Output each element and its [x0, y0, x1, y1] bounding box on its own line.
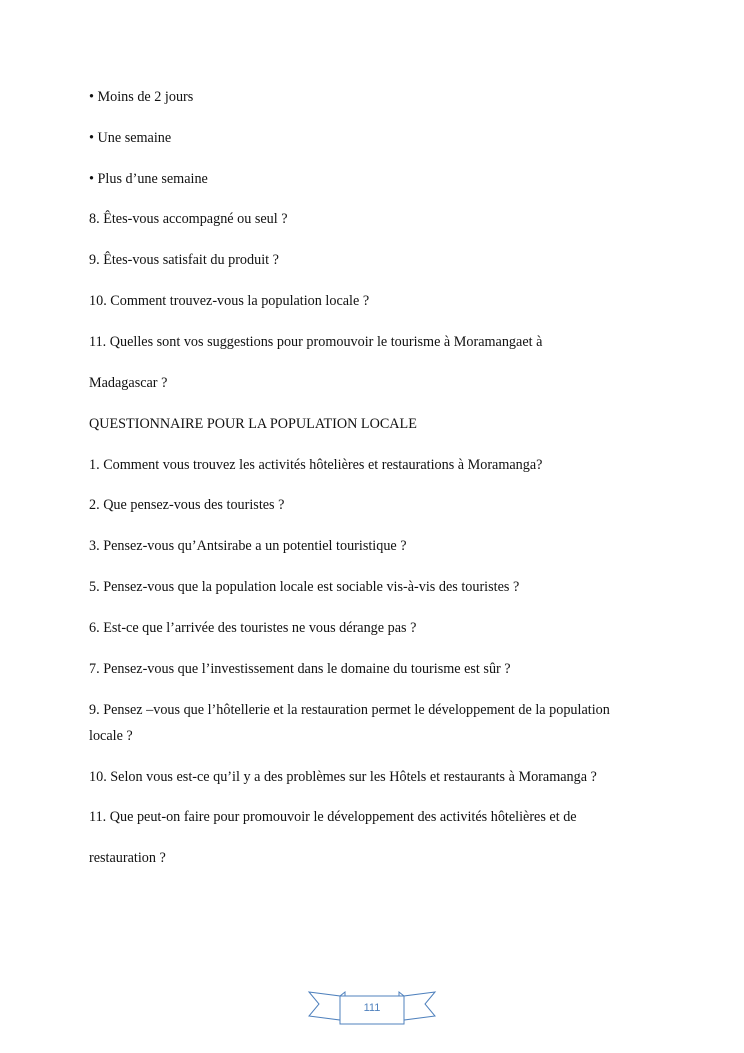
question-11-line-2: Madagascar ?: [89, 375, 168, 391]
local-question-2: 2. Que pensez-vous des touristes ?: [89, 497, 285, 513]
page-number-footer: [307, 990, 437, 1026]
local-question-1: 1. Comment vous trouvez les activités hôtelières et restaurations à Moramanga?: [89, 457, 543, 473]
local-question-9-line-2: locale ?: [89, 728, 133, 744]
question-9: 9. Êtes-vous satisfait du produit ?: [89, 252, 279, 268]
local-question-6: 6. Est-ce que l’arrivée des touristes ne vous dérange pas ?: [89, 620, 417, 636]
local-question-10: 10. Selon vous est-ce qu’il y a des problèmes sur les Hôtels et restaurants à Moramanga ?: [89, 769, 597, 785]
local-question-3: 3. Pensez-vous qu’Antsirabe a un potentiel touristique ?: [89, 538, 407, 554]
answer-option-less-than-2-days: • Moins de 2 jours: [89, 89, 194, 105]
page-number: 111: [363, 1002, 381, 1014]
local-question-11-line-1: 11. Que peut-on faire pour promouvoir le développement des activités hôtelières et de: [89, 809, 577, 825]
answer-option-one-week: • Une semaine: [89, 130, 172, 146]
question-8: 8. Êtes-vous accompagné ou seul ?: [89, 211, 288, 227]
section-heading: QUESTIONNAIRE POUR LA POPULATION LOCALE: [89, 416, 417, 432]
local-question-7: 7. Pensez-vous que l’investissement dans le domaine du tourisme est sûr ?: [89, 661, 511, 677]
answer-option-more-than-week: • Plus d’une semaine: [89, 171, 208, 187]
local-question-9-line-1: 9. Pensez –vous que l’hôtellerie et la restauration permet le développement de la population: [89, 702, 610, 718]
question-10: 10. Comment trouvez-vous la population locale ?: [89, 293, 370, 309]
local-question-11-line-2: restauration ?: [89, 850, 166, 866]
local-question-5: 5. Pensez-vous que la population locale est sociable vis-à-vis des touristes ?: [89, 579, 520, 595]
question-11-line-1: 11. Quelles sont vos suggestions pour promouvoir le tourisme à Moramangaet à: [89, 334, 543, 350]
